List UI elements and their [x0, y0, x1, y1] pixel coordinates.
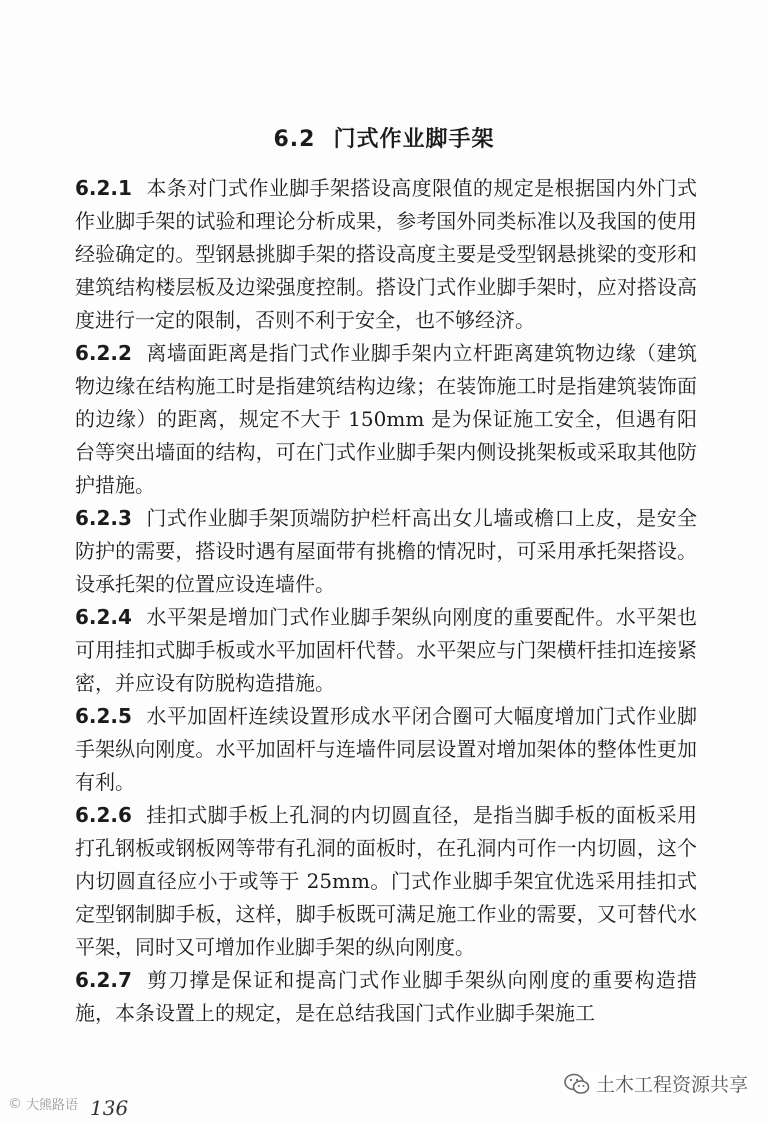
clause-number: 6.2.6 [75, 803, 132, 827]
body-text [75, 172, 697, 1030]
watermark-left [8, 1094, 78, 1113]
clause-paragraph [75, 172, 697, 337]
clause-number: 6.2.1 [75, 176, 132, 200]
watermark-right-text: 土木工程资源共享 [595, 1074, 748, 1096]
clause-text: 离墙面距离是指门式作业脚手架内立杆距离建筑物边缘（建筑物边缘在结构施工时是指建筑结构边缘；在装饰施工时是指建筑装饰面的边缘）的距离，规定不大于 150mm 是为保证施工安全，但遇有阳台等突出墙面的结构，可在门式作业脚手架内侧设挑架板或采取其他防护措施。 [75, 341, 697, 497]
clause-number: 6.2.7 [75, 968, 132, 992]
clause-paragraph [75, 601, 697, 700]
wechat-icon [564, 1073, 590, 1095]
clause-paragraph [75, 700, 697, 799]
watermark-right [564, 1070, 748, 1097]
clause-paragraph [75, 964, 697, 1030]
clause-text: 水平架是增加门式作业脚手架纵向刚度的重要配件。水平架也可用挂扣式脚手板或水平加固杆代替。水平架应与门架横杆挂扣连接紧密，并应设有防脱构造措施。 [75, 605, 697, 695]
clause-number: 6.2.5 [75, 704, 132, 728]
page-number: 136 [90, 1096, 129, 1120]
clause-text: 水平加固杆连续设置形成水平闭合圈可大幅度增加门式作业脚手架纵向刚度。水平加固杆与连墙件同层设置对增加架体的整体性更加有利。 [75, 704, 697, 794]
clause-text: 剪刀撑是保证和提高门式作业脚手架纵向刚度的重要构造措施，本条设置上的规定，是在总结我国门式作业脚手架施工 [75, 968, 697, 1025]
watermark-left-text: 大熊路语 [26, 1098, 79, 1113]
watermark-logo-icon: © [8, 1095, 22, 1112]
clause-text: 门式作业脚手架顶端防护栏杆高出女儿墙或檐口上皮，是安全防护的需要，搭设时遇有屋面带有挑檐的情况时，可采用承托架搭设。设承托架的位置应设连墙件。 [75, 506, 697, 596]
clause-number: 6.2.4 [75, 605, 132, 629]
clause-paragraph [75, 799, 697, 964]
section-title [0, 122, 768, 153]
clause-paragraph [75, 502, 697, 601]
section-number: 6.2 [273, 127, 316, 152]
clause-number: 6.2.2 [75, 341, 132, 365]
section-title-text: 门式作业脚手架 [333, 127, 495, 152]
clause-paragraph [75, 337, 697, 502]
clause-number: 6.2.3 [75, 506, 132, 530]
clause-text: 本条对门式作业脚手架搭设高度限值的规定是根据国内外门式作业脚手架的试验和理论分析成果，参考国外同类标准以及我国的使用经验确定的。型钢悬挑脚手架的搭设高度主要是受型钢悬挑梁的变形和建筑结构楼层板及边梁强度控制。搭设门式作业脚手架时，应对搭设高度进行一定的限制，否则不利于安全，也不够经济。 [75, 176, 697, 332]
clause-text: 挂扣式脚手板上孔洞的内切圆直径，是指当脚手板的面板采用打孔钢板或钢板网等带有孔洞的面板时，在孔洞内可作一内切圆，这个内切圆直径应小于或等于 25mm。门式作业脚手架宜优选采用挂扣式定型钢制脚手板，这样，脚手板既可满足施工作业的需要，又可替代水平架，同时又可增加作业脚手架的纵向刚度。 [75, 803, 697, 959]
